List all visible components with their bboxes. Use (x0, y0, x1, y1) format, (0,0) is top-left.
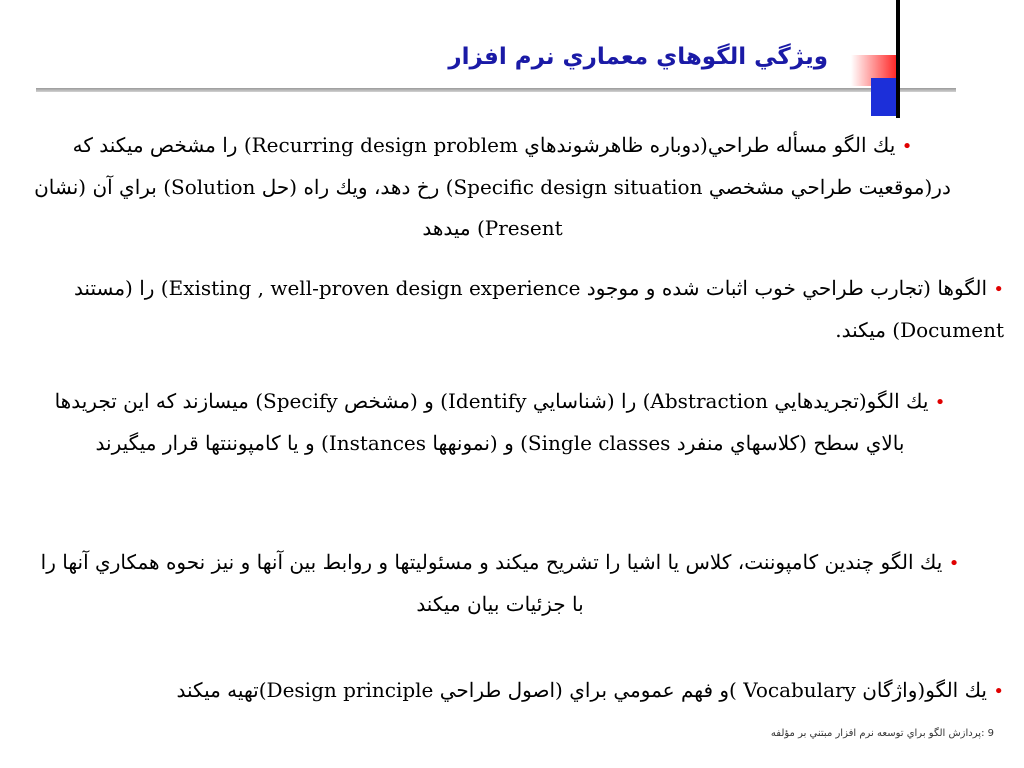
bullet-icon: • (948, 553, 960, 574)
page-number: 9 (987, 728, 994, 739)
bullet-icon: • (901, 136, 913, 157)
bullet-text-3: يك الگو(تجريدهايي Abstraction) را (شناسايي Identify) و (مشخص Specify) ميسازند كه اين تجريدها بالاي سطح (كلاسهاي منفرد Single classes) و (نمونهها Instances) و يا كامپوننتها قرار ميگيرند (54, 389, 929, 455)
bullet-text-2: الگوها (تجارب طراحي خوب اثبات شده و موجود Existing , well-proven design experience) را (مستند Document) ميكند. (73, 276, 1004, 342)
decor-vertical-line (896, 0, 900, 118)
slide-title: ويژگي الگوهاي معماري نرم افزار (448, 44, 828, 70)
bullet-item-5 (19, 670, 1004, 712)
footer-text: پردازش الگو براي توسعه نرم افزار مبتني بر مؤلفه (770, 728, 982, 739)
bullet-icon: • (993, 279, 1004, 300)
bullet-item-4 (40, 542, 960, 625)
bullet-item-2 (19, 268, 1004, 351)
slide-footer: 9 :پردازش الگو براي توسعه نرم افزار مبتني بر مؤلفه (770, 728, 994, 739)
decor-blue-block (871, 78, 897, 116)
bullet-icon: • (993, 681, 1004, 702)
bullet-text-1: يك الگو مسأله طراحي(دوباره ظاهرشوندهاي Recurring design problem) را مشخص ميكند كه در(موقعيت طراحي مشخصي Specific design situation) رخ دهد، ويك راه (حل Solution) براي آن (نشان Present) ميدهد (34, 133, 951, 240)
bullet-text-4: يك الگو چندين كامپوننت، كلاس يا اشيا را تشريح ميكند و مسئوليتها و روابط بين آنها و نيز نحوه همكاري آنها را با جزئيات بيان ميكند (40, 550, 943, 616)
title-divider (36, 88, 956, 92)
bullet-text-5: يك الگو(واژگان Vocabulary )و فهم عمومي براي (اصول طراحي Design principle)تهيه ميكند (176, 678, 988, 702)
bullet-icon: • (934, 392, 946, 413)
bullet-item-3 (40, 381, 960, 464)
bullet-item-1 (25, 125, 960, 249)
